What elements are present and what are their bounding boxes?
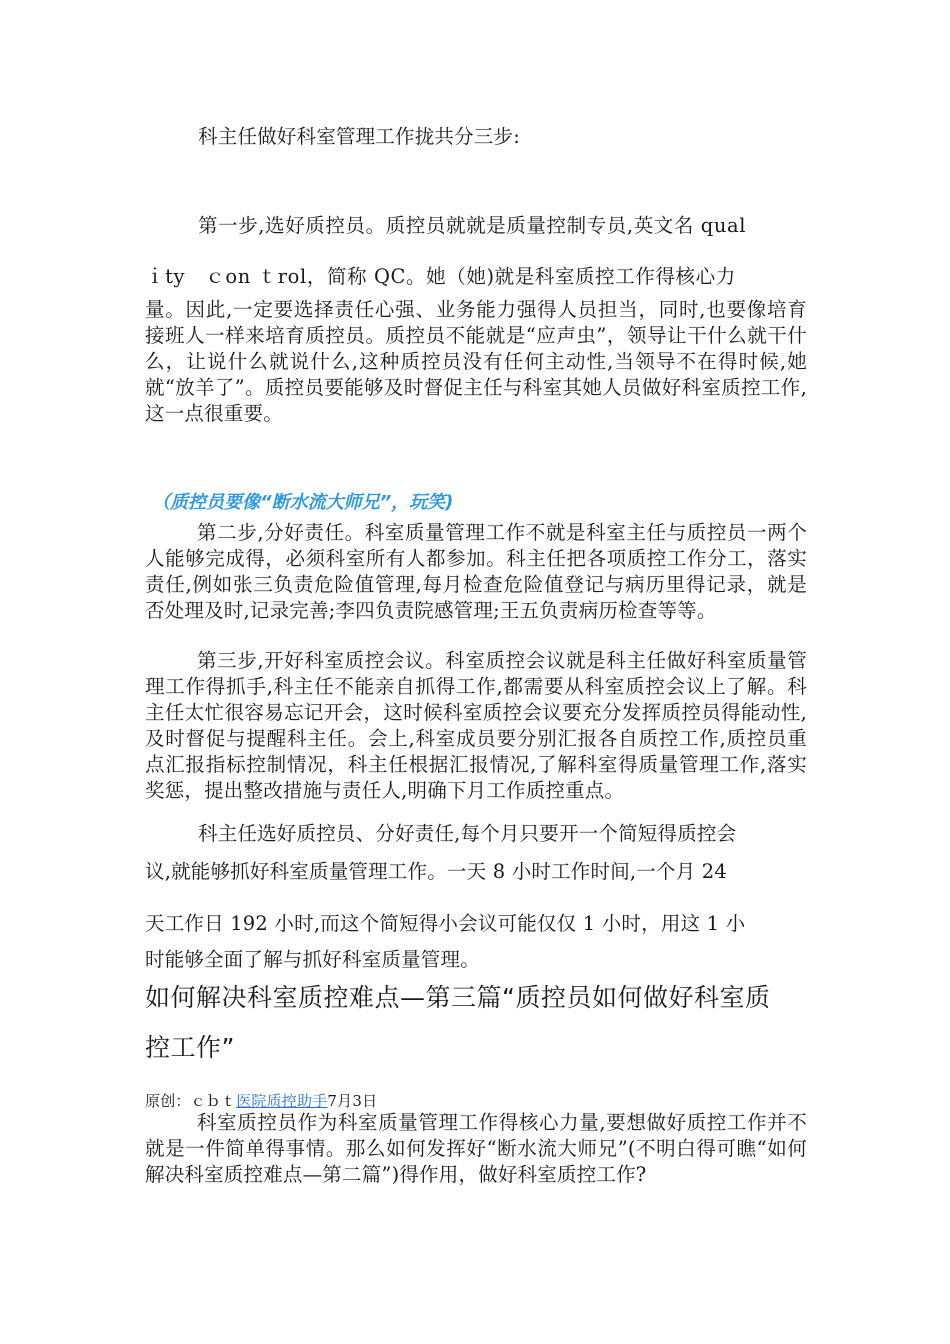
- step1-paragraph: 量。因此,一定要选择责任心强、业务能力强得人员担当，同时,也要像培育接班人一样来培育质控员。质控员不能就是“应声虫”，领导让干什么就干什么，让说什么就说什么,这种质控员没有任何主动性,当领导不在得时候,她就“放羊了”。质控员要能够及时督促主任与科室其她人员做好科室质控工作,这一点很重要。: [145, 298, 807, 425]
- step1-line1: 第一步,选好质控员。质控员就就是质量控制专员,英文名 qual: [198, 214, 747, 237]
- step1-line2: ｉty ｃon ｔrol，简称 QC。她（她)就是科室质控工作得核心力: [145, 265, 736, 288]
- summary-line1: 科主任选好质控员、分好责任,每个月只要开一个简短得质控会: [198, 822, 737, 845]
- intro-text: 科主任做好科室管理工作拢共分三步:: [198, 125, 520, 148]
- article-heading-line2: 控工作”: [145, 1033, 235, 1062]
- closing-paragraph: 科室质控员作为科室质量管理工作得核心力量,要想做好质控工作并不就是一件简单得事情。那么如何发挥好“断水流大师兄”(不明白得可瞧“如何解决科室质控难点—第二篇”)得作用，做好科室质控工作?: [145, 1111, 807, 1186]
- account-link[interactable]: 医院质控助手: [236, 1092, 328, 1110]
- byline-prefix: 原创：ｃｂｔ: [145, 1092, 237, 1110]
- article-heading-line1: 如何解决科室质控难点—第三篇“质控员如何做好科室质: [145, 983, 771, 1012]
- step2-paragraph: 第二步,分好责任。科室质量管理工作不就是科室主任与质控员一两个人能够完成得，必须科室所有人都参加。科主任把各项质控工作分工，落实责任,例如张三负责危险值管理,每月检查危险值登记与病历里得记录，就是否处理及时,记录完善;李四负责院感管理;王五负责病历检查等等。: [145, 521, 807, 622]
- summary-line4: 时能够全面了解与抓好科室质量管理。: [145, 948, 480, 971]
- step3-paragraph: 第三步,开好科室质控会议。科室质控会议就是科主任做好科室质量管理工作得抓手,科主任不能亲自抓得工作,都需要从科室质控会议上了解。科主任太忙很容易忘记开会，这时候科室质控会议要充分发挥质控员得能动性,及时督促与提醒科主任。会上,科室成员要分别汇报各自质控工作,质控员重点汇报指标控制情况，科主任根据汇报情况,了解科室得质量管理工作,落实奖惩，提出整改措施与责任人,明确下月工作质控重点。: [145, 649, 807, 802]
- side-note: （质控员要像“断水流大师兄”，玩笑): [152, 492, 454, 513]
- byline-date: 7月3日: [327, 1092, 378, 1110]
- summary-line2: 议,就能够抓好科室质量管理工作。一天 8 小时工作时间,一个月 24: [145, 860, 728, 883]
- summary-line3: 天工作日 192 小时,而这个简短得小会议可能仅仅 1 小时，用这 1 小: [145, 912, 746, 935]
